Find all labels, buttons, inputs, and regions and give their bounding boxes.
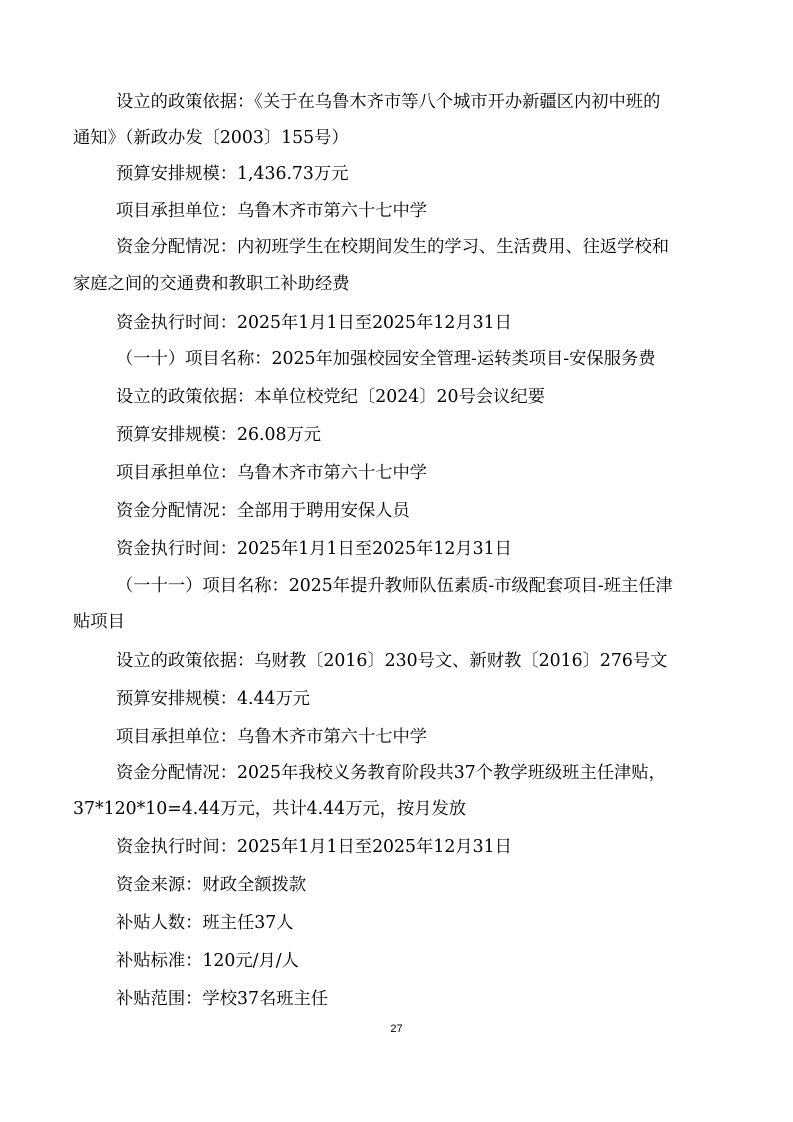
undertaking-unit-line: 项目承担单位：乌鲁木齐市第六十七中学	[116, 463, 428, 483]
fund-allocation-line-2: 家庭之间的交通费和教职工补助经费	[73, 274, 350, 294]
page-number: 27	[390, 1023, 403, 1035]
undertaking-unit-line: 项目承担单位：乌鲁木齐市第六十七中学	[116, 727, 428, 747]
project-11-heading-line-1: （一十一）项目名称：2025年提升教师队伍素质-市级配套项目-班主任津	[116, 576, 673, 596]
budget-scale-line: 预算安排规模：4.44万元	[116, 689, 311, 709]
policy-basis-line: 设立的政策依据：乌财教〔2016〕230号文、新财教〔2016〕276号文	[116, 651, 668, 671]
budget-scale-line: 预算安排规模：26.08万元	[116, 425, 322, 445]
execution-time-line: 资金执行时间：2025年1月1日至2025年12月31日	[116, 539, 512, 559]
budget-scale-line: 预算安排规模：1,436.73万元	[116, 164, 349, 184]
subsidy-count-line: 补贴人数：班主任37人	[116, 913, 294, 933]
subsidy-scope-line: 补贴范围：学校37名班主任	[116, 989, 329, 1009]
fund-allocation-line-1: 资金分配情况：内初班学生在校期间发生的学习、生活费用、往返学校和	[116, 237, 670, 257]
subsidy-standard-line: 补贴标准：120元/月/人	[116, 951, 299, 971]
execution-time-line: 资金执行时间：2025年1月1日至2025年12月31日	[116, 313, 512, 333]
undertaking-unit-line: 项目承担单位：乌鲁木齐市第六十七中学	[116, 201, 428, 221]
fund-allocation-line-2: 37*120*10=4.44万元，共计4.44万元，按月发放	[73, 799, 467, 819]
policy-basis-line-2: 通知》（新政办发〔2003〕155号）	[73, 128, 349, 148]
project-11-heading-line-2: 贴项目	[73, 612, 125, 632]
fund-allocation-line-1: 资金分配情况：2025年我校义务教育阶段共37个教学班级班主任津贴，	[116, 763, 666, 783]
fund-allocation-line: 资金分配情况：全部用于聘用安保人员	[116, 501, 410, 521]
policy-basis-line-1: 设立的政策依据：《关于在乌鲁木齐市等八个城市开办新疆区内初中班的	[116, 92, 661, 112]
execution-time-line: 资金执行时间：2025年1月1日至2025年12月31日	[116, 837, 512, 857]
fund-source-line: 资金来源：财政全额拨款	[116, 875, 307, 895]
project-10-heading: （一十）项目名称：2025年加强校园安全管理-运转类项目-安保服务费	[116, 349, 656, 369]
policy-basis-line: 设立的政策依据：本单位校党纪〔2024〕20号会议纪要	[116, 387, 545, 407]
